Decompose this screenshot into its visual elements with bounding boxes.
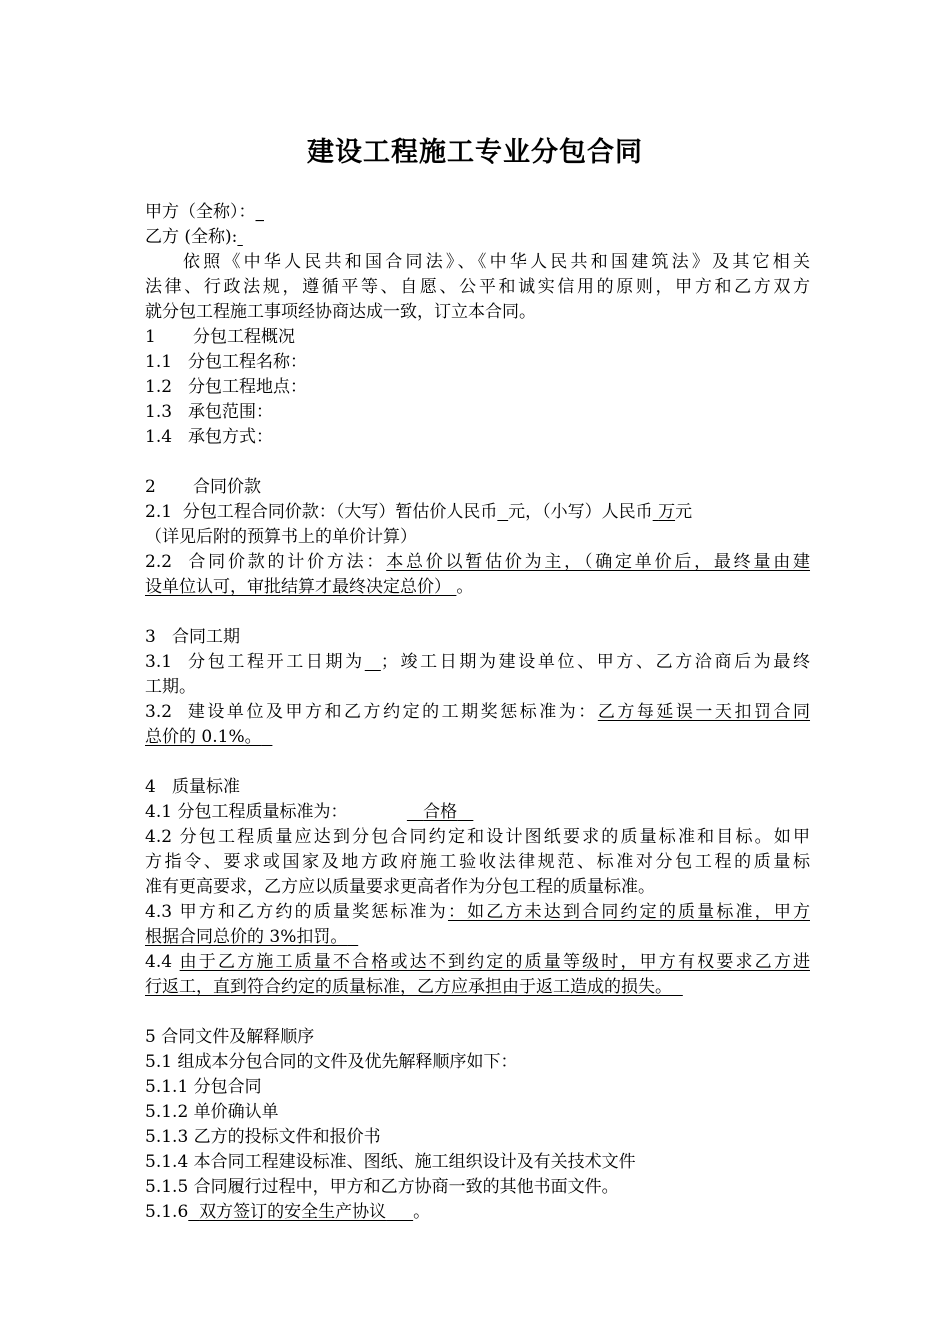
list-item: 5.1.1 分包合同 [145, 1077, 262, 1097]
blank-field [365, 652, 381, 672]
list-item: 5.1.3 乙方的投标文件和报价书 [145, 1127, 381, 1147]
intro-line: 依照《中华人民共和国合同法》、《中华人民共和国建筑法》及其它相关 [183, 252, 810, 272]
clause-2-1: 2.1 分包工程合同价款：（大写）暂估价人民币 元，（小写）人民币 万元 [145, 502, 693, 522]
blank-field: 万 [658, 502, 676, 522]
clause-4-2: 4.2 分包工程质量应达到分包合同约定和设计图纸要求的质量标准和目标。如甲 [145, 827, 810, 847]
clause-4-4-line2: 行返工，直到符合约定的质量标准，乙方应承担由于返工造成的损失。 [145, 977, 672, 997]
clause-4-2: 方指令、要求或国家及地方政府施工验收法律规范、标准对分包工程的质量标 [145, 852, 810, 872]
list-item: 5.1.2 单价确认单 [145, 1102, 279, 1122]
list-item: 5.1.4 本合同工程建设标准、图纸、施工组织设计及有关技术文件 [145, 1152, 636, 1172]
list-item: 1.3 承包范围： [145, 402, 273, 422]
clause-3-1-line2: 工期。 [145, 677, 196, 697]
party-a-line [145, 200, 810, 225]
section-heading: 4 质量标准 [145, 777, 241, 797]
list-item: 1.4 承包方式： [145, 427, 273, 447]
clause-4-2: 准有更高要求，乙方应以质量要求更高者作为分包工程的质量标准。 [145, 877, 655, 897]
clause-3-2: 3.2 建设单位及甲方和乙方约定的工期奖惩标准为：乙方每延误一天扣罚合同 [145, 702, 811, 722]
document-title: 建设工程施工专业分包合同 [307, 137, 643, 168]
list-item: 5.1.5 合同履行过程中，甲方和乙方协商一致的其他书面文件。 [145, 1177, 619, 1197]
clause-4-1: 4.1 分包工程质量标准为： 合格 [145, 802, 458, 822]
list-item: 1.1 分包工程名称： [145, 352, 307, 372]
party-b-blank [237, 227, 242, 247]
party-a-blank: _ [255, 202, 264, 222]
party-b-label: 乙方 (全称): [145, 227, 238, 247]
party-b-line [145, 225, 810, 250]
clause-2-1-line2: （详见后附的预算书上的单价计算） [145, 527, 417, 547]
clause-4-3: 4.3 甲方和乙方约的质量奖惩标准为：如乙方未达到合同约定的质量标准，甲方 [145, 902, 810, 922]
clause-3-2-line2: 总价的 0.1%。 [145, 727, 262, 747]
list-item: 5.1.6 双方签订的安全生产协议 。 [145, 1202, 431, 1222]
section-heading: 5 合同文件及解释顺序 [145, 1027, 315, 1047]
clause-3-1: 3.1 分包工程开工日期为 ；竣工日期为建设单位、甲方、乙方洽商后为最终 [145, 652, 811, 672]
party-a-label: 甲方（全称）： [145, 202, 256, 222]
section-heading: 2 合同价款 [145, 477, 261, 497]
clause-4-3-line2: 根据合同总价的 3%扣罚。 [145, 927, 348, 947]
list-item: 1.2 分包工程地点： [145, 377, 307, 397]
clause-5-1: 5.1 组成本分包合同的文件及优先解释顺序如下： [145, 1052, 518, 1072]
clause-2-2: 2.2 合同价款的计价方法：本总价以暂估价为主，（确定单价后，最终量由建 [145, 552, 811, 572]
intro-line: 就分包工程施工事项经协商达成一致，订立本合同。 [145, 302, 536, 322]
section-heading: 3 合同工期 [145, 627, 241, 647]
intro-line: 法律、行政法规，遵循平等、自愿、公平和诚实信用的原则，甲方和乙方双方 [145, 277, 810, 297]
clause-2-2-line2: 设单位认可，审批结算才最终决定总价） 。 [145, 577, 474, 597]
section-heading: 1 分包工程概况 [145, 327, 295, 347]
blank-field [497, 502, 508, 522]
clause-4-4: 4.4 由于乙方施工质量不合格或达不到约定的质量等级时，甲方有权要求乙方进 [145, 952, 810, 972]
